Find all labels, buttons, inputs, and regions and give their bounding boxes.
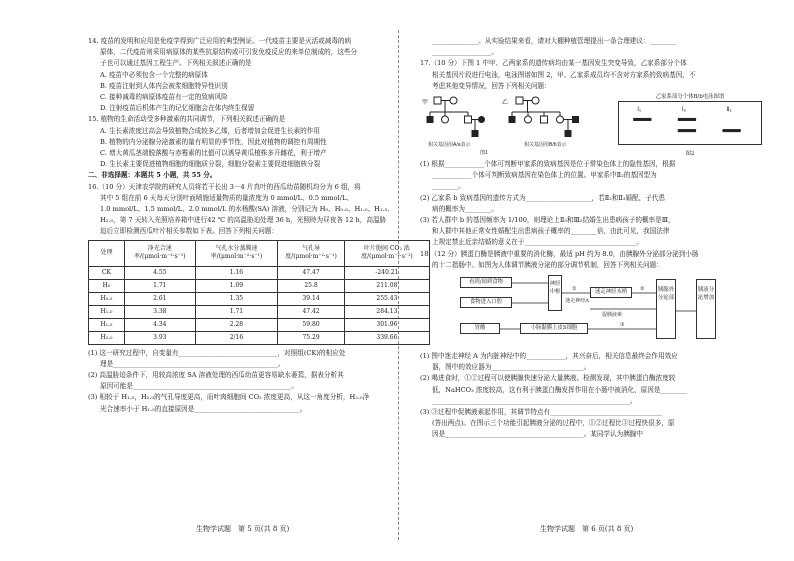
gel-band xyxy=(678,129,696,132)
question-15 xyxy=(88,114,430,170)
table-row xyxy=(89,292,430,305)
table-cell: 255.43 xyxy=(344,292,429,305)
q15-line: 15. 植物的生命活动受多种激素的共同调节，下列相关叙述正确的是 xyxy=(88,115,286,124)
table-cell: 301.96 xyxy=(344,318,429,331)
table-cell: 1.09 xyxy=(195,279,278,292)
q16-line: 16.（10 分）天津农学院的研究人员将若干长出 3－4 片真叶的西瓜幼苗随机均分为 6 组，将 xyxy=(88,182,361,191)
table-header: 叶片胞间 CO₂ 浓度/(μmol·m⁻²·s⁻¹) xyxy=(344,240,429,266)
q18-line: 18.（12 分）胰蛋白酶是胰液中重要的消化酶，最适 pH 约为 8.0，由胰腺外分泌部分泌到小肠 xyxy=(420,249,699,258)
q15-option-c: C. 增大黄瓜茎端脱落酸与赤霉素的比值可以诱导黄瓜植株多开雌花，利于增产 xyxy=(100,149,327,158)
right-page xyxy=(420,36,762,441)
gel-band xyxy=(722,129,740,132)
q17-part: 上规定禁止近亲结婚的意义在于__________________________________。 xyxy=(432,238,643,247)
left-page xyxy=(88,36,430,415)
q14-line: 14. 疫苗的发明和应用是免疫学得到广泛应用的典型例证。一代疫苗主要是灭活或减毒的病 xyxy=(88,37,352,45)
q15-option-a: A. 生长素浓度过高会导致植物合成较多乙烯，后者增加会促进生长素的作用 xyxy=(100,126,320,135)
table-cell: 25.8 xyxy=(278,279,345,292)
diagram-box-vagus-end: 迷走神经末梢 xyxy=(590,287,632,298)
question-18 xyxy=(420,249,762,441)
q15-option-b: B. 植物的内分泌腺分泌激素的量有明显的季节性，因此对植物的调控有周期性 xyxy=(100,137,327,146)
table-cell: 2.28 xyxy=(195,318,278,331)
family-label: 乙 xyxy=(502,100,509,107)
figure-2-label: 图2 xyxy=(685,151,695,158)
table-row xyxy=(89,331,430,344)
q18-part: 器，图中的效应器为____________________________。 xyxy=(432,363,591,372)
q18-part: 因是__________________________________________。某同学认为胰腺中 xyxy=(432,430,643,439)
table-cell: 211.08 xyxy=(344,279,429,292)
table-cell: 59.80 xyxy=(278,318,345,331)
q16-part: 光合速率小于 H₁.₅的直接原因是________________________________。 xyxy=(100,404,307,413)
q17-part: (2) 乙家系 b 致病基因的遗传方式为____________________，若Ⅱ₂和Ⅱ₃婚配，子代患 xyxy=(420,193,666,202)
table-header: 气孔导度/(μmol·m⁻²·s⁻¹) xyxy=(278,240,345,266)
gel-col-label: Ⅰ₁ xyxy=(637,105,642,113)
gel-band xyxy=(633,118,651,121)
q16-part: (1) 这一研究过程中，自变量有______________________________，对照组(CK)的相应处 xyxy=(88,348,346,357)
page-footer-left: 生物学试题 第 5 页(共 8 页) xyxy=(196,525,290,533)
gel-col-label: Ⅱ₁ xyxy=(726,105,732,113)
diagram-box-see-food: 看到/闻到食物 xyxy=(460,277,512,288)
table-cell: H₁.₀ xyxy=(89,305,125,318)
figure-1-label: 图1 xyxy=(480,150,488,157)
q17-part: (3) 若人群中 b 的基因频率为 1/100，则理论上Ⅱ₃和Ⅲ₂结婚生出患病孩子的概率是Ⅲ， xyxy=(420,216,675,225)
table-cell: 3.93 xyxy=(125,331,196,344)
q17-line: 17.（10 分）下图 1 中甲、乙两家系的遗传病均由某一基因发生突变导致，乙家系部分个体 xyxy=(420,59,687,68)
q17-part: 和人群中其他正常女性婚配生出患病孩子概率的________倍，由此可见，我国法律 xyxy=(432,227,670,236)
family-label: 甲 xyxy=(422,100,429,107)
q14-option-b: B. 疫苗注射到人体内会被浆细胞特异性识别 xyxy=(100,81,228,90)
q18-part: (答出两点)。在图示三个功能引起胰液分泌的过程中，①②过程比③过程快很多，原 xyxy=(432,419,675,428)
diagram-box-gastric-acid: 胃酸 xyxy=(460,323,500,334)
table-header: 处理 xyxy=(89,240,125,266)
question-14 xyxy=(88,36,430,114)
table-cell: 2.61 xyxy=(125,292,196,305)
q16-line: 1.0 mmol/L、1.5 mmol/L、2.0 mmol/L 的水杨酸(SA) 溶液，分别记为 H₀、H₀.₅、H₁.₀、H₁.₅、 xyxy=(100,205,394,214)
legend-b: 相关基因用B/b表示 xyxy=(524,142,567,149)
table-row xyxy=(89,266,430,279)
q14-option-c: C. 接种减毒的病原体疫苗有一定的致病风险 xyxy=(100,93,228,102)
diagram-box-nerve-center: 神经中枢 xyxy=(548,275,562,311)
continued-line: __________________。 xyxy=(432,48,498,57)
q16-part: 原因可能是________________________________________________。 xyxy=(100,382,298,391)
diagram-box-food-mouth: 食物进入口腔 xyxy=(460,297,512,308)
table-header: 净光合速率/(μmol·m⁻²·s⁻¹) xyxy=(125,240,196,266)
q14-option-a: A. 疫苗中必须包含一个完整的病原体 xyxy=(100,70,208,79)
gel-image xyxy=(618,101,762,145)
q18-line: 的十二指肠中。如图为人体调节胰液分泌的部分调节机制，回答下列相关问题： xyxy=(432,260,663,269)
table-cell: 284.13 xyxy=(344,305,429,318)
step-marker: ① xyxy=(572,286,577,293)
step-marker: ③ xyxy=(620,322,625,329)
table-cell: 2/16 xyxy=(195,331,278,344)
gel-band xyxy=(678,118,696,121)
q16-line: H₂.₀，第 7 天转入光照培养箱中进行42 ℃ 的高温胁迫处理 36 h，光照時为昼夜各 12 h，高温胁 xyxy=(100,216,387,225)
q17-line: 考虑其他变异情况，回答下列相关问题： xyxy=(432,81,551,90)
table-cell: 4.55 xyxy=(125,266,196,279)
table-cell: H₀ xyxy=(89,279,125,292)
q16-part: (3) 相较于 H₁.₅，H₂.₀的气孔导度更高，而叶肉细胞间 CO₂ 浓度更高，从这一角度分析，H₂.₀净 xyxy=(88,393,370,402)
table-cell: 47.42 xyxy=(278,305,345,318)
q18-part: (2) 喝进食时，①②过程可以使胰腺快速分泌大量胰液。检测发现，其中胰蛋白酶浓度较 xyxy=(420,374,676,383)
q18-part: (1) 图中迷走神经 A 为内脏神经中的____________，其兴奋后，相关信息最终会作用效应 xyxy=(420,352,678,361)
step-marker: ② xyxy=(640,286,645,293)
section-heading: 二、非选择题：本题共 5 小题，共 55 分。 xyxy=(88,171,217,180)
pedigree-chart xyxy=(420,94,608,156)
table-cell: H₂.₀ xyxy=(89,331,125,344)
legend-a: 相关基因用A/a表示 xyxy=(428,142,471,149)
table-cell: 47.47 xyxy=(278,266,345,279)
diagram-box-s-cell: 小肠黏膜上皮S细胞 xyxy=(520,323,588,334)
diagram-box-pancreas: 胰腺外分泌部 xyxy=(656,279,676,339)
diagram-label-vagus-a: 迷走神经A xyxy=(565,298,589,305)
table-cell: 3.38 xyxy=(125,305,196,318)
diagram-box-secretion-increase: 胰液分泌增加 xyxy=(696,279,716,339)
results-table xyxy=(88,240,430,345)
continued-line: ______________。从实验结果来看，请对大棚种植管理提出一条合理建议：________ xyxy=(432,37,676,45)
q18-part: ____________________________________________________________。 xyxy=(432,396,637,405)
q18-part: (3) ③过程中促胰液素起作用，其调节特点有__________________________________ xyxy=(420,408,663,417)
question-16 xyxy=(88,182,430,415)
table-cell: 1.71 xyxy=(125,279,196,292)
gel-figure xyxy=(618,94,762,156)
q14-line: 原体，二代疫苗则采用病原体的某些抗原结构或可引发免疫反应的来单位制成的，这些分 xyxy=(100,48,358,57)
diagram-label-secretin: 促胰液素 xyxy=(592,311,632,320)
table-cell: H₀.₅ xyxy=(89,292,125,305)
figure-row xyxy=(420,94,762,156)
table-cell: 75.29 xyxy=(278,331,345,344)
q16-part: (2) 高温胁迫条件下，用较高浓度 SA 溶液处理的西瓜幼苗更容易缺水萎蔫，据表分析其 xyxy=(88,371,344,380)
q18-part: 低，NaHCO₃ 浓度较高，这有利于胰蛋白酶发挥作用在小肠中被消化，原因是________ xyxy=(432,385,687,394)
gel-col-label: Ⅰ₂ xyxy=(681,105,687,113)
table-cell: -240.21 xyxy=(344,266,429,279)
q16-part: 理是__________________________________________________。 xyxy=(100,359,285,368)
q16-line: 其中 5 组在前 6 天每天分别叶面喷施适量物质的量浓度为 0 mmol/L、0.5 mmol/L、 xyxy=(100,193,353,202)
q17-part: 病的概率为________。 xyxy=(432,204,498,213)
table-row xyxy=(89,318,430,331)
table-cell: 339.66 xyxy=(344,331,429,344)
page-footer-right: 生物学试题 第 6 页(共 8 页) xyxy=(540,525,634,533)
table-cell: 1.35 xyxy=(195,292,278,305)
table-row xyxy=(89,279,430,292)
table-cell: 4.34 xyxy=(125,318,196,331)
gel-title: 乙家系部分个体B/b电泳图谱 xyxy=(655,94,725,101)
table-cell: 1.71 xyxy=(195,305,278,318)
question-17 xyxy=(420,58,762,248)
q17-part: ________。 xyxy=(432,182,465,191)
q17-part: ____________个体可判断致病基因在染色体上的位置。甲家系中Ⅱ₂的基因型为 xyxy=(432,171,657,180)
table-cell: 39.14 xyxy=(278,292,345,305)
q15-option-d: D. 生长素主要促进植物细胞的细胞质分裂，细胞分裂素主要促进细胞核分裂 xyxy=(100,160,321,169)
q17-line: 相关基因片段进行电泳，电泳图谱如图 2，甲、乙家系成员均不含对方家系的致病基因，不 xyxy=(432,70,696,79)
regulation-diagram xyxy=(460,273,760,349)
table-cell: 1.16 xyxy=(195,266,278,279)
q14-option-d: D. 注射疫苗后机体产生的记忆细胞会在体内终生保留 xyxy=(100,104,255,113)
table-cell: H₁.₅ xyxy=(89,318,125,331)
q17-part: (1) 根据____________个体可判断甲家系的致病基因是位于常染色体上的隐性基因，根据 xyxy=(420,160,676,169)
table-row xyxy=(89,305,430,318)
table-header: 气孔水分蒸腾速率/(μmol·m⁻²·s⁻¹) xyxy=(195,240,278,266)
q16-line: 迫后立即检测西瓜叶片相关参数如下表。回答下列相关问题： xyxy=(100,227,279,236)
table-header-row xyxy=(89,240,430,266)
table-cell: CK xyxy=(89,266,125,279)
q14-line: 子也可以通过基因工程生产。下列相关叙述正确的是 xyxy=(100,59,252,68)
